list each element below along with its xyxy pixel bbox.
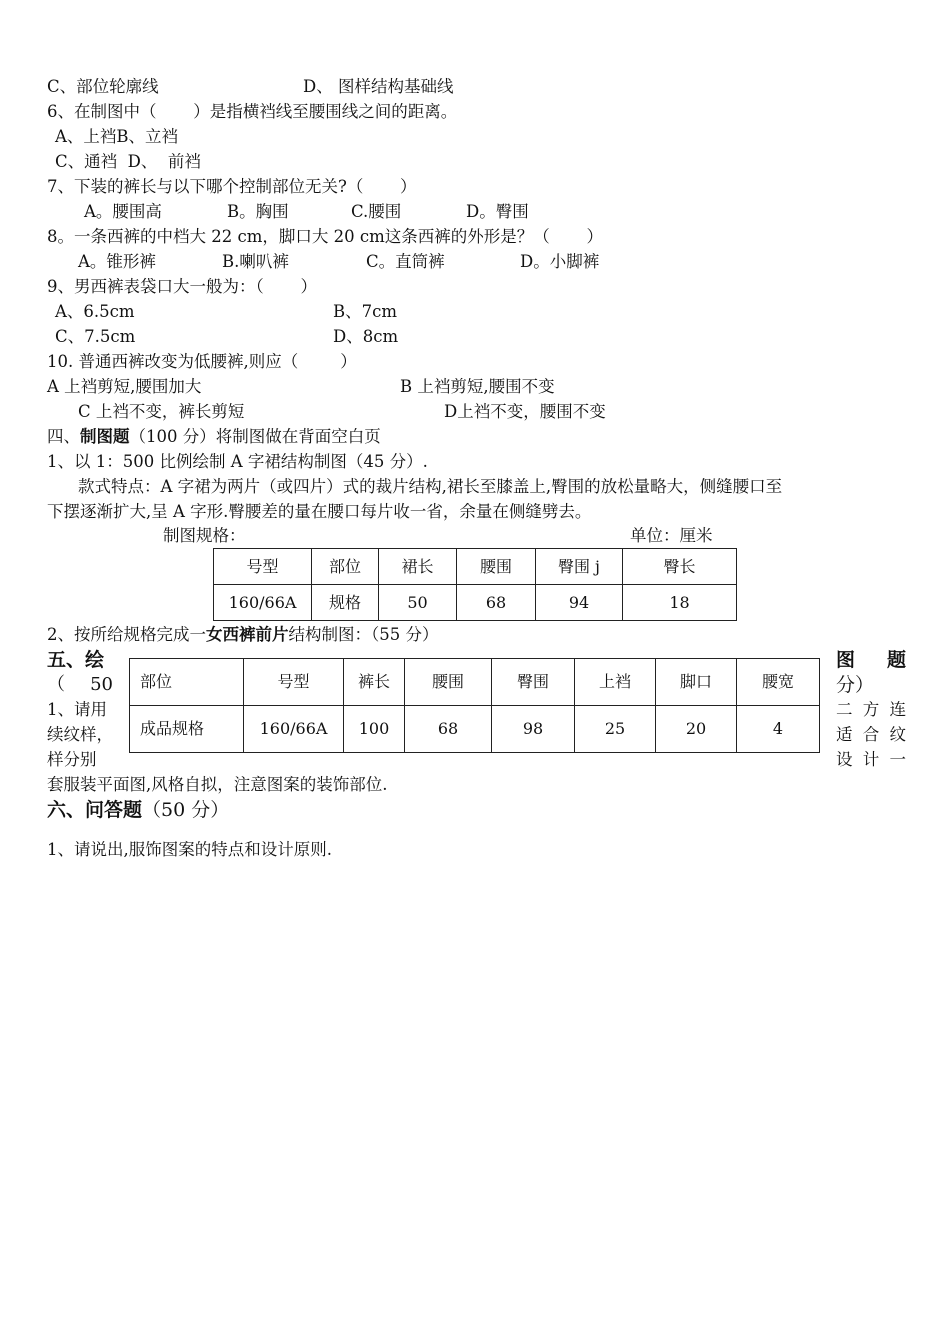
section5-line4-right-2: 合 <box>862 725 880 744</box>
table-cell: 160/66A <box>244 706 344 753</box>
q6-options-ab: A、上裆B、立裆 <box>55 127 179 146</box>
section5-title-right <box>836 650 906 670</box>
table-cell: 98 <box>492 706 575 753</box>
q8-stem: 8。一条西裤的中档大 22 cm，脚口大 20 cm这条西裤的外形是？（ ） <box>47 227 603 246</box>
section4-q1: 1、以 1：500 比例绘制 A 字裙结构制图（45 分）. <box>47 452 428 471</box>
q5-option-c: C、部位轮廓线 <box>47 77 159 96</box>
q2-suffix: 结构制图：（55 分） <box>288 625 439 644</box>
section5-line5-right <box>836 750 906 770</box>
q7-option-c: C.腰围 <box>351 202 402 221</box>
section4-title: 制图题 <box>80 427 130 446</box>
unit-label: 单位：厘米 <box>630 526 713 545</box>
section5-score-right: 分） <box>836 674 875 696</box>
table-cell: 100 <box>344 706 405 753</box>
section6-q1: 1、请说出,服饰图案的特点和设计原则. <box>47 840 332 859</box>
q10-option-b: B 上裆剪短,腰围不变 <box>400 377 555 396</box>
section6-title: 六、问答题 <box>47 799 143 821</box>
table-cell: 部位 <box>312 549 379 585</box>
table-cell: 成品规格 <box>130 706 244 753</box>
table-cell: 号型 <box>214 549 312 585</box>
section5-line3-left: 1、请用 <box>47 700 107 719</box>
spec-label: 制图规格： <box>163 526 246 545</box>
q6-options-cd: C、通裆 D、 前裆 <box>55 152 201 171</box>
table-row <box>214 549 737 585</box>
section4-suffix: （100 分）将制图做在背面空白页 <box>129 427 381 446</box>
table-cell: 臀围 j <box>536 549 623 585</box>
section5-line4-right-3: 纹 <box>889 725 906 744</box>
section5-line5-right-3: 一 <box>889 750 906 769</box>
table-cell: 25 <box>575 706 656 753</box>
pants-spec-table <box>129 658 820 753</box>
section5-score-left <box>47 675 113 695</box>
section5-line3-right-3: 连 <box>889 700 906 719</box>
table-cell: 裙长 <box>379 549 457 585</box>
table-cell: 腰围 <box>405 659 492 706</box>
section5-line4-right-1: 适 <box>836 725 853 744</box>
table-cell: 94 <box>536 585 623 621</box>
table-cell: 腰宽 <box>737 659 820 706</box>
q9-option-a: A、6.5cm <box>55 302 135 321</box>
section6-heading <box>47 800 229 820</box>
table-cell: 臀长 <box>623 549 737 585</box>
section5-line4-left: 续纹样， <box>47 725 113 744</box>
table-cell: 68 <box>457 585 536 621</box>
section5-score-left-1: （ <box>47 674 65 695</box>
q7-option-b: B。胸围 <box>227 202 289 221</box>
section5-line5-left: 样分别 <box>47 750 97 769</box>
table-cell: 腰围 <box>457 549 536 585</box>
q2-bold: 女西裤前片 <box>206 625 289 644</box>
table-cell: 裤长 <box>344 659 405 706</box>
section5-line3-right-2: 方 <box>862 700 880 719</box>
section5-line4-right <box>836 725 906 745</box>
section4-prefix: 四、 <box>47 427 80 446</box>
q8-option-b: B.喇叭裤 <box>222 252 289 271</box>
table-cell: 4 <box>737 706 820 753</box>
table-cell: 脚口 <box>656 659 737 706</box>
q10-option-c: C 上裆不变，裤长剪短 <box>78 402 245 421</box>
section5-tail: 套服装平面图,风格自拟，注意图案的装饰部位. <box>47 775 388 794</box>
section6-score: （50 分） <box>142 799 230 821</box>
section5-line3-right-1: 二 <box>836 700 853 719</box>
q7-option-d: D。臀围 <box>466 202 529 221</box>
section5-line5-right-2: 计 <box>862 750 880 769</box>
q10-option-a: A 上裆剪短,腰围加大 <box>47 377 202 396</box>
q8-option-a: A。锥形裤 <box>78 252 156 271</box>
section5-line5-right-1: 设 <box>836 750 853 769</box>
table-row <box>130 659 820 706</box>
table-cell: 18 <box>623 585 737 621</box>
table-cell: 20 <box>656 706 737 753</box>
q10-option-d: D上裆不变，腰围不变 <box>444 402 606 421</box>
q6-stem: 6、在制图中（ ）是指横裆线至腰围线之间的距离。 <box>47 102 458 121</box>
section5-title-left: 五、绘 <box>47 649 105 671</box>
q7-stem: 7、下装的裤长与以下哪个控制部位无关?（ ） <box>47 177 417 196</box>
table-cell: 50 <box>379 585 457 621</box>
section4-desc-line1: 款式特点：A 字裙为两片（或四片）式的裁片结构,裙长至膝盖上,臀围的放松量略大，侧缝腰口至 <box>78 477 783 496</box>
section4-heading <box>47 427 381 447</box>
table-cell: 上裆 <box>575 659 656 706</box>
section5-title-right-1: 图 <box>836 649 856 671</box>
q10-stem: 10. 普通西裤改变为低腰裤,则应（ ） <box>47 352 357 371</box>
table-cell: 部位 <box>130 659 244 706</box>
q2-prefix: 2、按所给规格完成一 <box>47 625 206 644</box>
section5-title-right-2: 题 <box>886 649 906 671</box>
q9-option-c: C、7.5cm <box>55 327 136 346</box>
q9-option-b: B、7cm <box>333 302 398 321</box>
q9-stem: 9、男西裤表袋口大一般为：（ ） <box>47 277 317 296</box>
q9-option-d: D、8cm <box>333 327 399 346</box>
q5-option-d: D、 图样结构基础线 <box>303 77 454 96</box>
table-cell: 臀围 <box>492 659 575 706</box>
table-cell: 规格 <box>312 585 379 621</box>
q8-option-c: C。直筒裤 <box>366 252 445 271</box>
table-cell: 68 <box>405 706 492 753</box>
section4-desc-line2: 下摆逐渐扩大,呈 A 字形.臀腰差的量在腰口每片收一省，余量在侧缝劈去。 <box>47 502 592 521</box>
table-cell: 号型 <box>244 659 344 706</box>
q7-option-a: A。腰围高 <box>84 202 162 221</box>
skirt-spec-table <box>213 548 737 621</box>
q8-option-d: D。小脚裤 <box>520 252 600 271</box>
section5-line3-right <box>836 700 906 720</box>
section4-q2 <box>47 625 439 645</box>
table-row <box>130 706 820 753</box>
table-row <box>214 585 737 621</box>
section5-score-left-2: 50 <box>90 674 113 695</box>
table-cell: 160/66A <box>214 585 312 621</box>
